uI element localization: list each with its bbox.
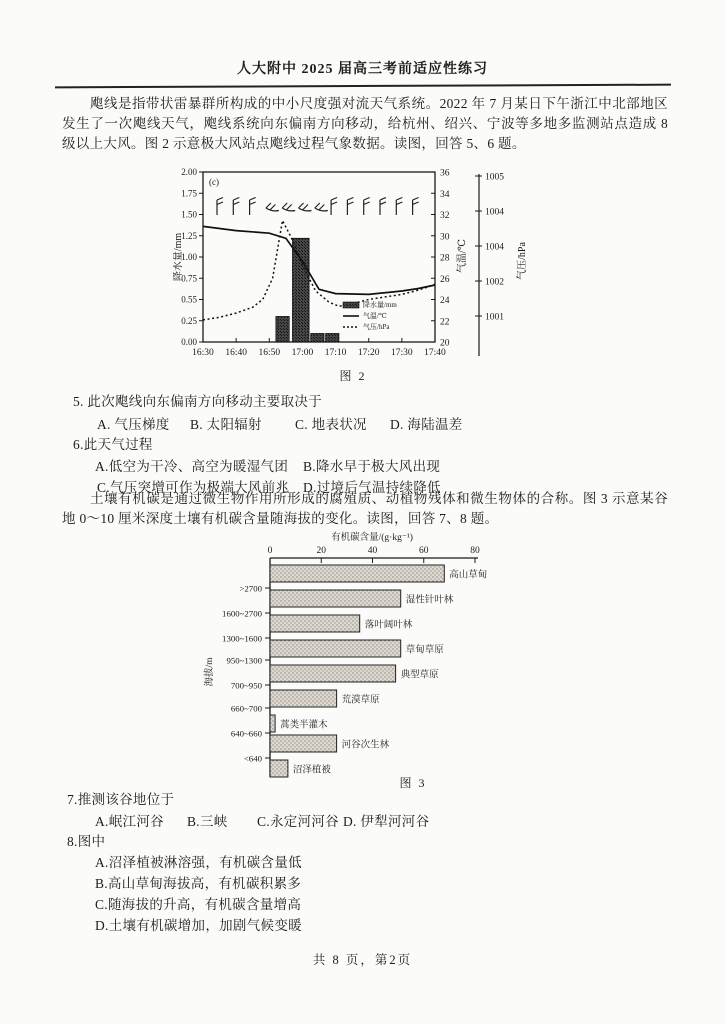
svg-text:60: 60: [419, 546, 429, 556]
svg-text:26: 26: [440, 274, 450, 285]
svg-text:1002: 1002: [485, 277, 504, 288]
svg-text:34: 34: [440, 189, 450, 200]
svg-text:高山草甸: 高山草甸: [449, 570, 488, 581]
svg-text:16:40: 16:40: [225, 348, 247, 358]
question-7-option-b: B.三峡: [187, 814, 228, 829]
svg-text:气压/hPa: 气压/hPa: [517, 242, 528, 280]
figure-3-soil-carbon-chart: [200, 524, 530, 790]
svg-text:16:50: 16:50: [258, 348, 281, 358]
svg-text:典型草原: 典型草原: [400, 670, 439, 681]
question-6-option-a: A.低空为干冷、高空为暖湿气团: [95, 459, 289, 474]
svg-text:1.25: 1.25: [181, 230, 197, 241]
svg-text:2.00: 2.00: [181, 167, 197, 178]
svg-text:28: 28: [440, 253, 450, 264]
svg-text:0.00: 0.00: [181, 337, 197, 348]
svg-text:降水量/mm: 降水量/mm: [363, 301, 397, 309]
question-7-stem: 7.推测该谷地位于: [67, 792, 175, 807]
question-8-option-c: C.随海拔的升高，有机碳含量增高: [95, 897, 302, 912]
svg-text:640~660: 640~660: [230, 728, 262, 739]
question-7-options: [0, 810, 725, 830]
svg-text:36: 36: [440, 168, 450, 179]
svg-text:22: 22: [440, 317, 450, 328]
svg-text:1001: 1001: [485, 312, 504, 323]
question-5-option-c: C. 地表状况: [295, 417, 367, 432]
question-8-option-d: D.土壤有机碳增加，加剧气候变暖: [95, 918, 302, 933]
svg-text:气压/hPa: 气压/hPa: [363, 323, 390, 331]
figure-2-weather-chart: [173, 164, 573, 392]
question-8-option-b: B.高山草甸海拔高，有机碳积累多: [95, 876, 302, 891]
question-7-option-a: A.岷江河谷: [95, 814, 164, 829]
svg-text:河谷次生林: 河谷次生林: [341, 740, 390, 751]
svg-text:气温/℃: 气温/℃: [363, 312, 387, 320]
question-5-stem: 5. 此次飑线向东偏南方向移动主要取决于: [73, 394, 322, 409]
question-5-option-d: D. 海陆温差: [390, 417, 463, 432]
svg-text:荒漠草原: 荒漠草原: [341, 695, 380, 706]
page-title: 人大附中 2025 届高三考前适应性练习: [237, 62, 488, 77]
svg-text:<640: <640: [243, 753, 262, 764]
question-5-options: [0, 413, 725, 433]
svg-text:1300~1600: 1300~1600: [222, 633, 262, 644]
svg-text:1.75: 1.75: [181, 188, 197, 199]
svg-text:20: 20: [316, 546, 326, 556]
page-footer: 共 8 页，第2页: [312, 953, 413, 967]
svg-text:0.75: 0.75: [181, 273, 197, 284]
svg-text:有机碳含量/(g·kg⁻¹): 有机碳含量/(g·kg⁻¹): [331, 533, 413, 543]
svg-text:40: 40: [367, 546, 378, 556]
question-5-option-b: B. 太阳辐射: [190, 417, 262, 432]
svg-text:>2700: >2700: [239, 583, 262, 594]
svg-text:蒿类半灌木: 蒿类半灌木: [280, 720, 328, 731]
question-6-option-c: C.气压突增可作为极端大风前兆: [97, 480, 290, 495]
svg-text:30: 30: [440, 232, 450, 243]
svg-text:17:10: 17:10: [324, 348, 347, 358]
svg-text:16:30: 16:30: [192, 348, 214, 358]
question-8-option-a: A.沼泽植被淋溶强，有机碳含量低: [95, 855, 302, 870]
figure-3-svg: [200, 524, 530, 790]
figure-2-svg: [173, 164, 573, 392]
question-6-option-d: D.过境后气温持续降低: [303, 480, 441, 495]
svg-text:1004: 1004: [485, 207, 504, 218]
svg-text:1005: 1005: [485, 172, 504, 183]
svg-text:湿性针叶林: 湿性针叶林: [405, 595, 454, 606]
svg-text:17:00: 17:00: [291, 348, 314, 358]
question-7-option-c: C.永定河河谷: [257, 814, 339, 829]
svg-text:700~950: 700~950: [230, 680, 262, 691]
intro-paragraph-squall-line: 飑线是指带状雷暴群所构成的中小尺度强对流天气系统。2022 年 7 月某日下午浙江中北部地区发生了一次飑线天气，飑线系统向东偏南方向移动，给杭州、绍兴、宁波等多地多监测站点造成 8 级以上大风。图 2 示意极大风站点飑线过程气象数据。读图，回答 5、6 题。: [62, 96, 668, 151]
svg-text:气温/℃: 气温/℃: [457, 239, 468, 273]
svg-text:0.55: 0.55: [181, 294, 197, 305]
svg-text:17:40: 17:40: [424, 348, 446, 358]
svg-text:1600~2700: 1600~2700: [222, 608, 262, 619]
svg-text:1004: 1004: [485, 242, 504, 253]
svg-text:0: 0: [267, 546, 273, 556]
svg-text:32: 32: [440, 211, 450, 221]
question-6-option-b: B.降水早于极大风出现: [303, 459, 441, 474]
svg-text:80: 80: [470, 546, 480, 556]
svg-text:950~1300: 950~1300: [226, 655, 262, 666]
svg-text:20: 20: [440, 338, 450, 349]
question-6-options-row-1: [0, 455, 725, 475]
svg-text:图 2: 图 2: [339, 369, 367, 383]
svg-text:1.00: 1.00: [181, 252, 197, 263]
svg-text:17:30: 17:30: [391, 348, 413, 358]
svg-text:草甸草原: 草甸草原: [405, 645, 444, 656]
svg-text:1.50: 1.50: [181, 209, 197, 220]
svg-text:图 3: 图 3: [399, 776, 427, 790]
question-6-stem: 6.此天气过程: [73, 437, 153, 452]
question-8-stem: 8.图中: [67, 834, 106, 849]
svg-text:海拔/m: 海拔/m: [205, 657, 215, 687]
svg-text:(c): (c): [209, 177, 219, 187]
question-5-option-a: A. 气压梯度: [97, 417, 170, 432]
svg-text:降水量/mm: 降水量/mm: [173, 232, 184, 282]
svg-text:24: 24: [440, 296, 450, 306]
svg-text:660~700: 660~700: [230, 703, 262, 714]
question-7-option-d: D. 伊犁河河谷: [343, 814, 430, 829]
svg-text:17:20: 17:20: [357, 348, 380, 358]
intro-paragraph-soil-carbon: 土壤有机碳是通过微生物作用所形成的腐殖质、动植物残体和微生物体的合称。图 3 示意某谷地 0～10 厘米深度土壤有机碳含量随海拔的变化。读图，回答 7、8 题。: [62, 491, 668, 526]
svg-text:落叶阔叶林: 落叶阔叶林: [364, 620, 413, 631]
header-rule: [55, 84, 671, 89]
svg-text:沼泽植被: 沼泽植被: [292, 765, 331, 776]
svg-text:0.25: 0.25: [181, 315, 197, 326]
